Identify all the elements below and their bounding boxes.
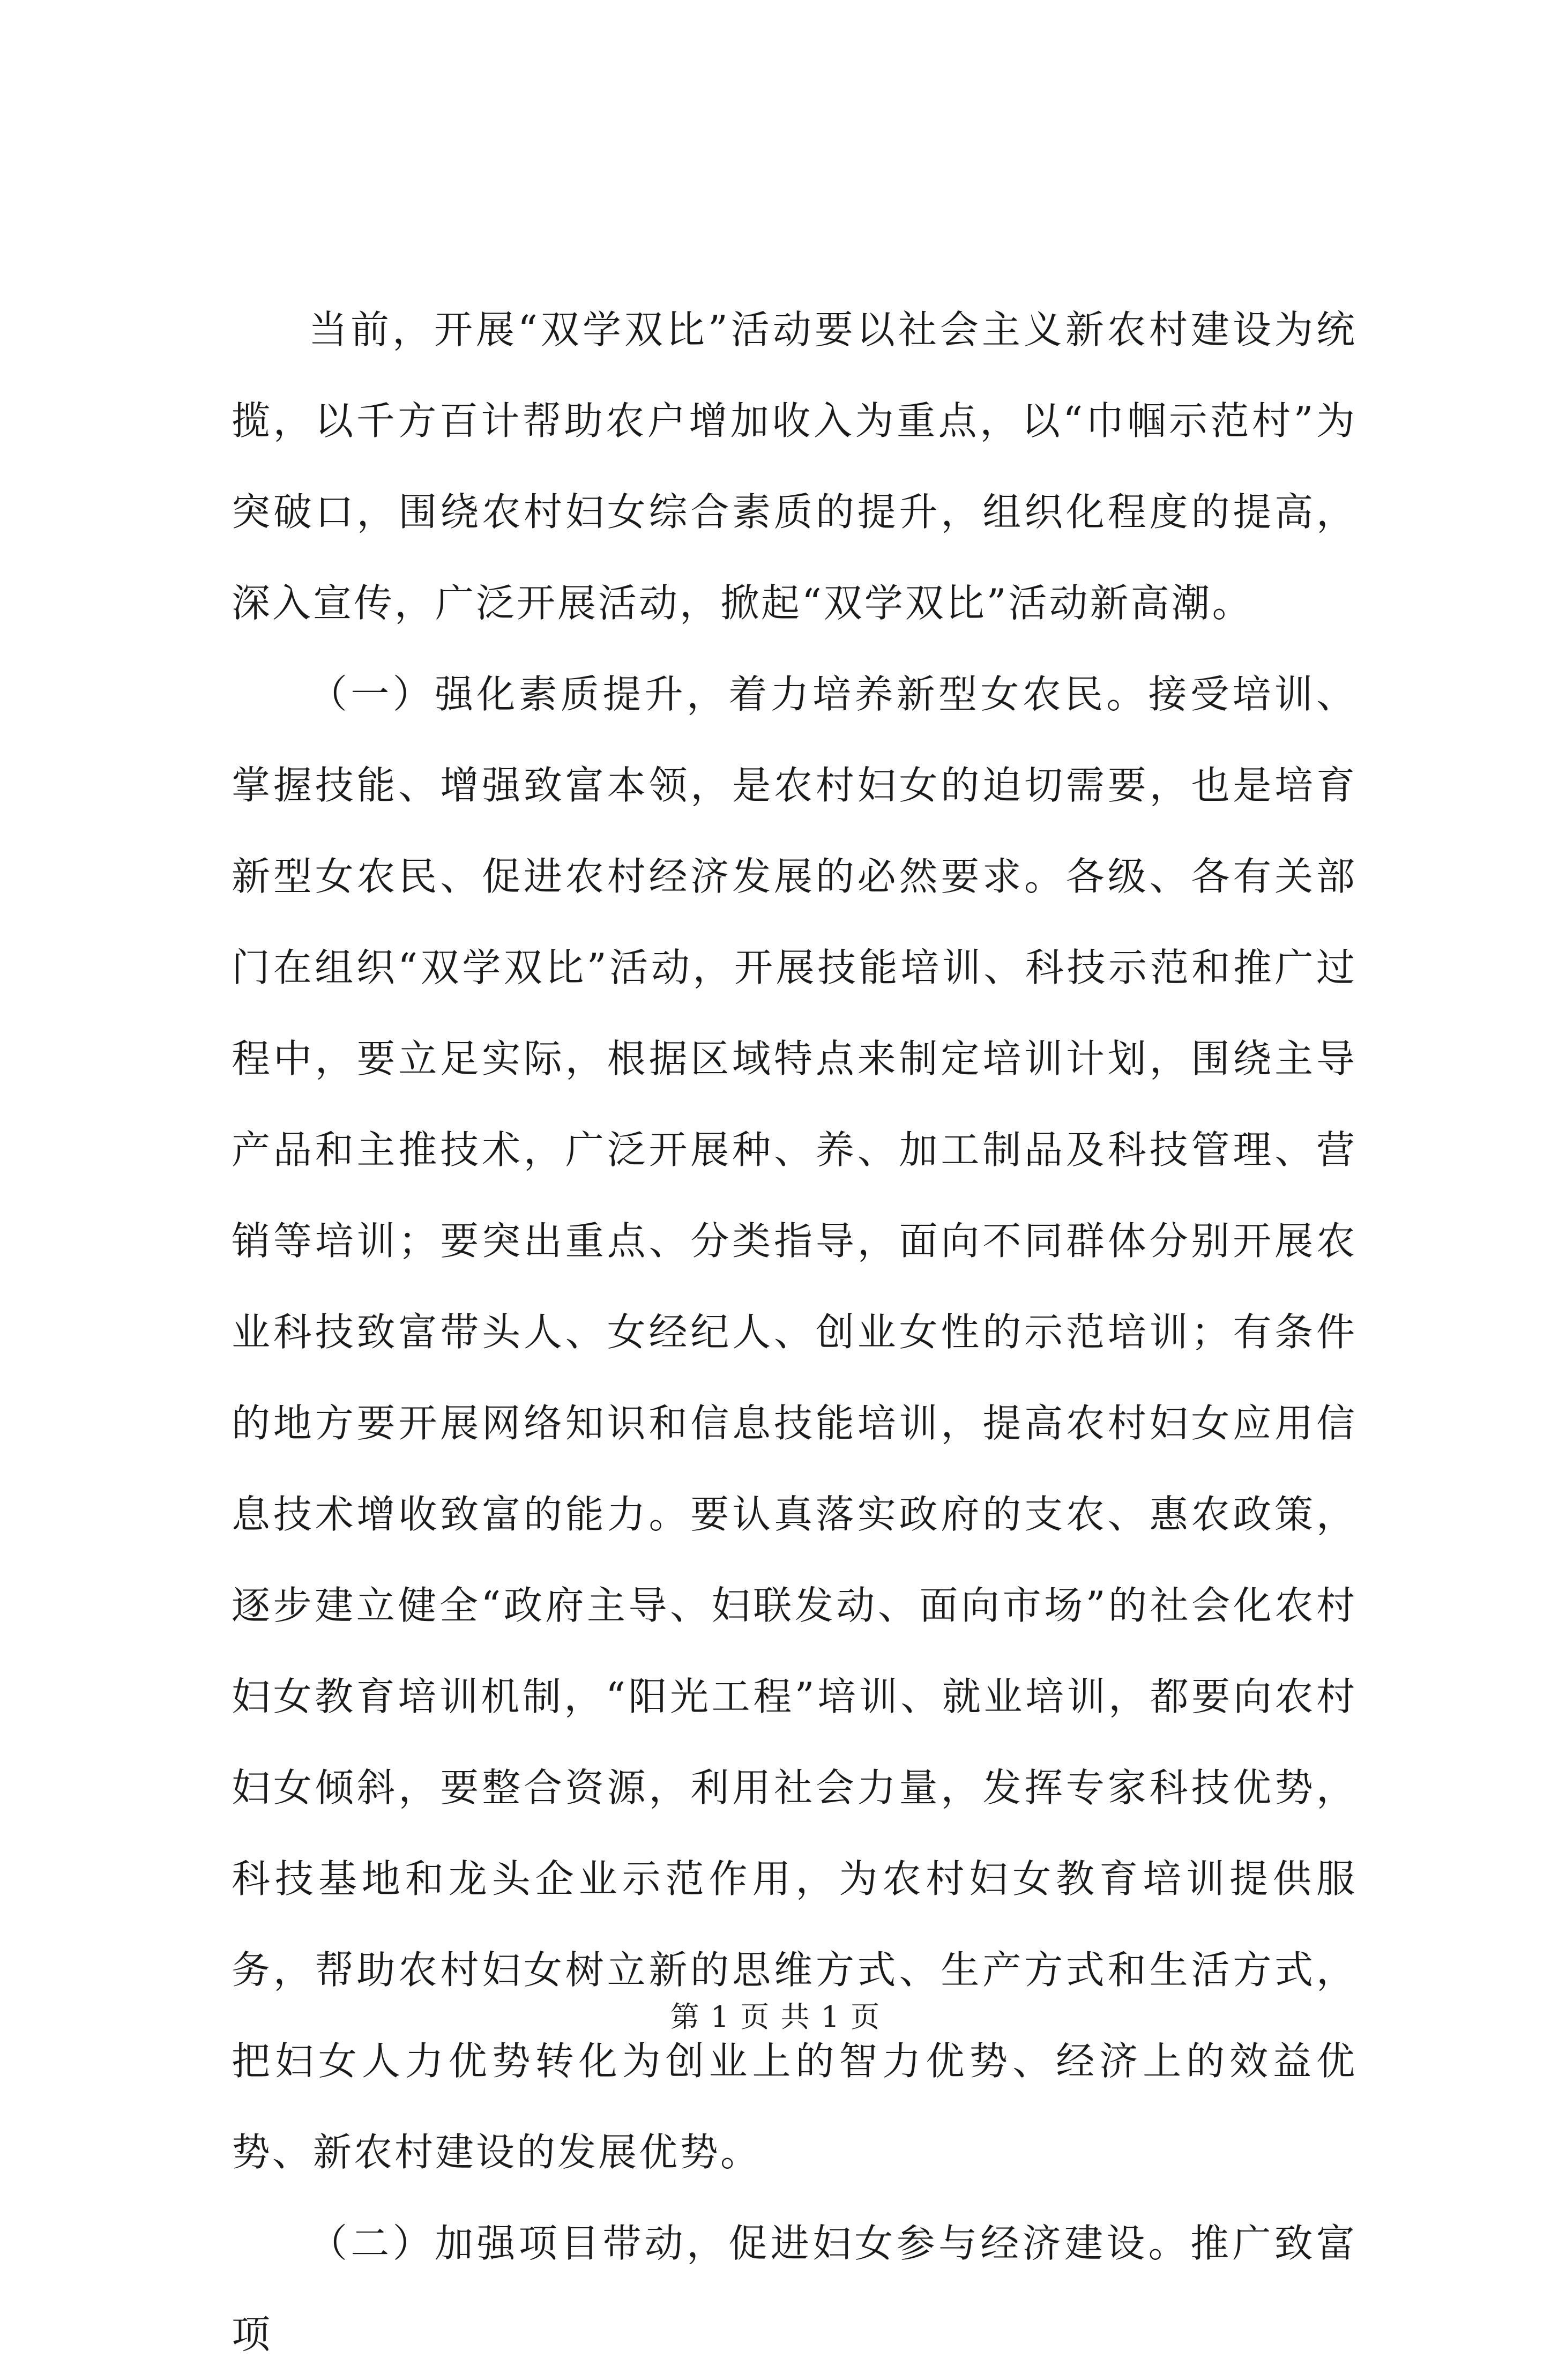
page-footer: 第 1 页 共 1 页	[670, 2000, 881, 2034]
paragraph-intro: 当前，开展“双学双比”活动要以社会主义新农村建设为统揽，以千方百计帮助农户增加收入为重点，以“巾帼示范村”为突破口，围绕农村妇女综合素质的提升，组织化程度的提高，深入宣传，广泛开展活动，掀起“双学双比”活动新高潮。	[232, 307, 1357, 626]
document-body	[232, 284, 1357, 2380]
paragraph-section-2: （二）加强项目带动，促进妇女参与经济建设。推广致富项	[232, 2221, 1357, 2357]
paragraph-section-1: （一）强化素质提升，着力培养新型女农民。接受培训、掌握技能、增强致富本领，是农村妇女的迫切需要，也是培育新型女农民、促进农村经济发展的必然要求。各级、各有关部门在组织“双学双比”活动，开展技能培训、科技示范和推广过程中，要立足实际，根据区域特点来制定培训计划，围绕主导产品和主推技术，广泛开展种、养、加工制品及科技管理、营销等培训；要突出重点、分类指导，面向不同群体分别开展农业科技致富带头人、女经纪人、创业女性的示范培训；有条件的地方要开展网络知识和信息技能培训，提高农村妇女应用信息技术增收致富的能力。要认真落实政府的支农、惠农政策，逐步建立健全“政府主导、妇联发动、面向市场”的社会化农村妇女教育培训机制，“阳光工程”培训、就业培训，都要向农村妇女倾斜，要整合资源，利用社会力量，发挥专家科技优势，科技基地和龙头企业示范作用，为农村妇女教育培训提供服务，帮助农村妇女树立新的思维方式、生产方式和生活方式，把妇女人力优势转化为创业上的智力优势、经济上的效益优势、新农村建设的发展优势。	[232, 672, 1357, 2175]
